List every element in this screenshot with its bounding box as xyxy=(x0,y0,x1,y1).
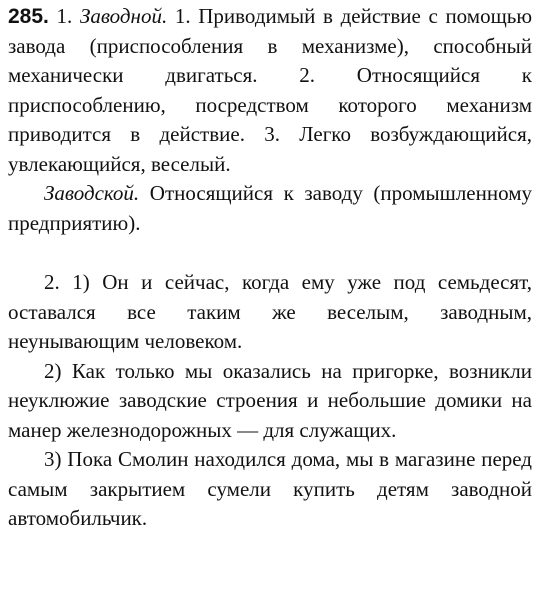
definition-paragraph-1 xyxy=(8,2,532,179)
exercise-number: 285. xyxy=(8,5,49,28)
textbook-page xyxy=(8,2,532,534)
example-paragraph-2 xyxy=(8,357,532,446)
item-2-label: 2. xyxy=(44,270,60,294)
term-zavodnoy-definition: 1. Приводимый в действие с помощью завода (приспособления в механизме), способный механически двигаться. 2. Относящийся к приспособлению, посредством которого механизм приводится в действие. 3. Легко возбуждающийся, увлекающийся, веселый. xyxy=(8,4,533,176)
term-zavodskoy: Заводской. xyxy=(44,181,140,205)
section-gap xyxy=(8,238,532,268)
example-paragraph-1 xyxy=(8,268,532,357)
term-zavodnoy: Заводной. xyxy=(79,4,168,28)
definition-paragraph-2 xyxy=(8,179,532,238)
example-paragraph-3 xyxy=(8,445,532,534)
example-3: 3) Пока Смолин находился дома, мы в магазине перед самым закрытием сумели купить детям заводной автомобильчик. xyxy=(8,447,532,530)
example-1: 1) Он и сейчас, когда ему уже под семьдесят, оставался все таким же веселым, заводным, неунывающим человеком. xyxy=(8,270,532,353)
term-zavodskoy-definition: Относящийся к заводу (промышленному предприятию). xyxy=(8,181,532,235)
example-2: 2) Как только мы оказались на пригорке, возникли неуклюжие заводские строения и небольшие домики на манер железнодорожных — для служащих. xyxy=(8,358,532,442)
item-1-label: 1. xyxy=(56,4,73,28)
